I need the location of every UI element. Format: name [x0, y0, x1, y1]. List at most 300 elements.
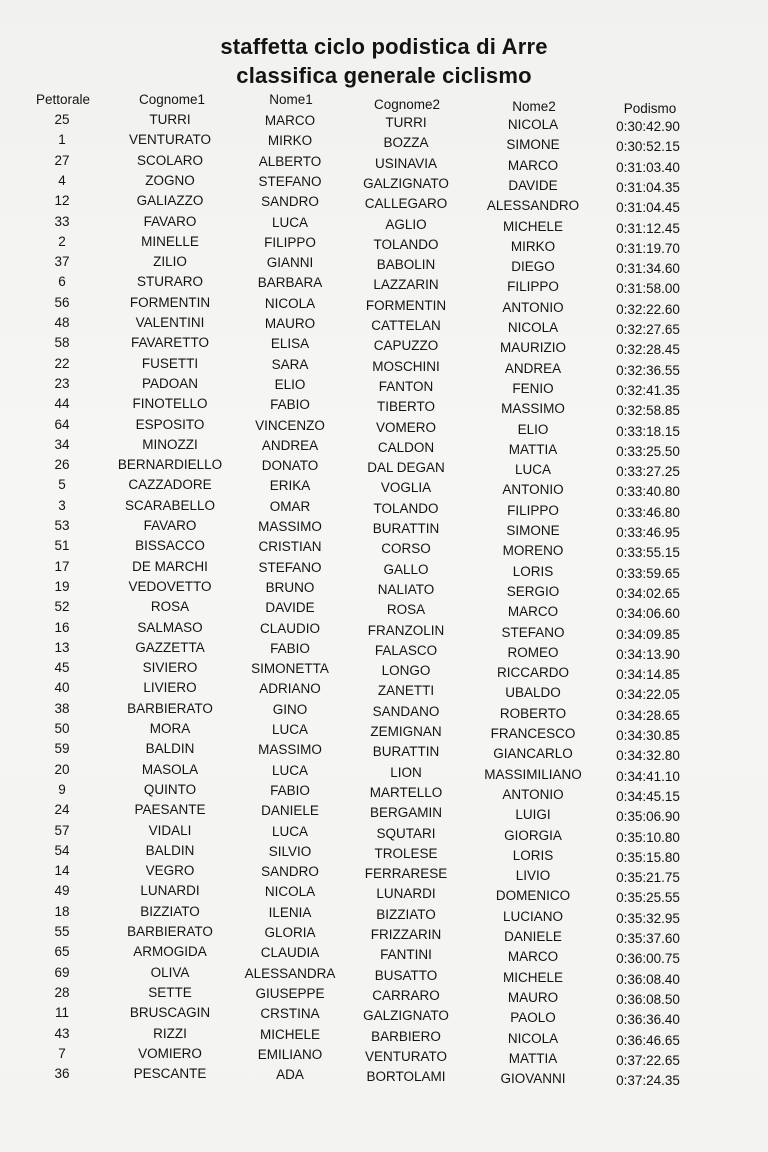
- cell-cognome1: BARBIERATO: [127, 700, 213, 716]
- cell-nome2: FILIPPO: [507, 279, 559, 295]
- cell-nome1: ERIKA: [269, 478, 311, 494]
- cell-cognome1: ROSA: [150, 599, 190, 615]
- table-row: [0, 883, 768, 906]
- cell-nome2: MATTIA: [508, 441, 558, 457]
- cell-cognome2: DAL DEGAN: [367, 460, 445, 476]
- cell-pettorale: 17: [54, 558, 70, 574]
- cell-cognome1: CAZZADORE: [128, 477, 212, 493]
- cell-nome1: MAURO: [264, 316, 316, 331]
- cell-podismo: 0:31:12.45: [616, 220, 680, 236]
- table-row: [0, 620, 768, 640]
- table-row: [0, 214, 768, 234]
- cell-nome2: MASSIMO: [501, 401, 565, 417]
- cell-podismo: 0:32:41.35: [616, 382, 680, 398]
- cell-pettorale: 43: [54, 1025, 70, 1041]
- cell-pettorale: 3: [58, 497, 66, 513]
- header-cognome2: Cognome2: [373, 97, 441, 112]
- cell-pettorale: 22: [54, 355, 70, 371]
- cell-nome2: SIMONE: [506, 523, 560, 538]
- cell-pettorale: 27: [54, 152, 70, 168]
- cell-cognome2: AGLIO: [385, 216, 427, 232]
- cell-cognome2: CALDON: [377, 439, 435, 455]
- cell-cognome2: VOMERO: [375, 419, 437, 435]
- table-row: [0, 518, 768, 538]
- table-row: [0, 538, 768, 561]
- table-row: [0, 924, 768, 944]
- cell-nome1: ELISA: [270, 336, 310, 352]
- cell-cognome2: NALIATO: [377, 581, 435, 597]
- cell-nome1: FILIPPO: [264, 234, 316, 250]
- cell-cognome1: DE MARCHI: [132, 558, 208, 574]
- cell-podismo: 0:32:36.55: [616, 362, 680, 378]
- cell-pettorale: 13: [54, 639, 70, 655]
- table-row: [0, 396, 768, 419]
- cell-pettorale: 7: [58, 1045, 66, 1061]
- cell-nome2: MATTIA: [508, 1050, 558, 1066]
- cell-cognome1: VEDOVETTO: [128, 578, 212, 594]
- cell-nome1: FABIO: [270, 782, 310, 798]
- table-row: [0, 985, 768, 1005]
- cell-cognome1: MINOZZI: [142, 436, 198, 452]
- cell-nome2: FILIPPO: [507, 502, 559, 518]
- cell-nome2: ROBERTO: [499, 705, 567, 721]
- cell-nome2: FRANCESCO: [490, 726, 576, 741]
- table-row: [0, 1066, 768, 1089]
- cell-podismo: 0:33:55.15: [616, 545, 680, 561]
- cell-cognome1: MORA: [149, 721, 191, 736]
- cell-cognome1: BALDIN: [145, 741, 195, 757]
- cell-nome1: SIMONETTA: [251, 661, 329, 677]
- table-row: [0, 944, 768, 967]
- cell-podismo: 0:31:04.45: [616, 200, 680, 216]
- cell-nome1: CRSTINA: [260, 1006, 320, 1022]
- cell-nome2: MARCO: [507, 604, 559, 620]
- cell-cognome2: TIBERTO: [376, 399, 436, 415]
- table-row: [0, 579, 768, 599]
- cell-pettorale: 2: [58, 233, 66, 249]
- cell-podismo: 0:33:27.25: [616, 464, 680, 480]
- cell-pettorale: 33: [54, 213, 70, 229]
- cell-pettorale: 28: [54, 984, 70, 1000]
- cell-cognome1: FORMENTIN: [129, 294, 211, 310]
- cell-cognome2: FALASCO: [374, 642, 438, 658]
- cell-cognome2: GALZIGNATO: [363, 1008, 449, 1024]
- cell-nome2: SIMONE: [506, 137, 560, 153]
- cell-nome1: ALBERTO: [258, 153, 322, 169]
- cell-cognome1: FAVARETTO: [130, 335, 210, 351]
- cell-pettorale: 5: [58, 477, 66, 493]
- document-subtitle: classifica generale ciclismo: [236, 63, 532, 88]
- cell-cognome2: VENTURATO: [364, 1048, 448, 1064]
- cell-cognome1: VALENTINI: [135, 315, 205, 330]
- cell-cognome2: TROLESE: [374, 845, 438, 861]
- cell-podismo: 0:33:18.15: [616, 423, 680, 439]
- cell-nome2: MASSIMILIANO: [484, 766, 582, 782]
- table-row: [0, 721, 768, 741]
- cell-podismo: 0:31:04.35: [616, 179, 680, 195]
- table-row: [0, 335, 768, 358]
- table-row: [0, 965, 768, 985]
- cell-pettorale: 37: [54, 254, 70, 270]
- cell-nome2: LUCA: [514, 462, 552, 478]
- cell-podismo: 0:36:08.50: [616, 991, 680, 1007]
- cell-nome2: GIOVANNI: [500, 1071, 566, 1087]
- cell-podismo: 0:34:13.90: [616, 646, 680, 662]
- cell-podismo: 0:33:46.95: [616, 525, 680, 540]
- cell-podismo: 0:34:09.85: [616, 626, 680, 642]
- document-title: staffetta ciclo podistica di Arre: [220, 34, 548, 59]
- cell-cognome2: FANTON: [378, 378, 434, 394]
- cell-pettorale: 44: [54, 396, 70, 412]
- cell-pettorale: 36: [54, 1066, 70, 1082]
- cell-pettorale: 52: [54, 599, 70, 615]
- cell-nome2: MICHELE: [502, 969, 564, 985]
- cell-cognome1: FINOTELLO: [132, 396, 208, 412]
- cell-cognome1: FAVARO: [143, 213, 197, 229]
- cell-podismo: 0:35:15.80: [616, 849, 680, 865]
- cell-nome1: ADRIANO: [259, 681, 321, 697]
- cell-nome1: MARCO: [264, 113, 316, 128]
- cell-nome2: ANTONIO: [502, 299, 564, 315]
- cell-nome1: SANDRO: [261, 194, 319, 210]
- cell-podismo: 0:34:30.85: [616, 728, 680, 743]
- table-row: [0, 437, 768, 457]
- cell-pettorale: 9: [58, 781, 66, 797]
- cell-cognome2: BURATTIN: [372, 744, 440, 760]
- cell-nome2: LUCIANO: [502, 908, 564, 924]
- table-row: [0, 741, 768, 764]
- cell-podismo: 0:37:24.35: [616, 1073, 680, 1089]
- cell-podismo: 0:36:46.65: [616, 1032, 680, 1048]
- table-row: [0, 559, 768, 579]
- table-row: [0, 802, 768, 825]
- cell-cognome2: BORTOLAMI: [366, 1069, 446, 1085]
- cell-podismo: 0:31:19.70: [616, 240, 680, 256]
- cell-nome1: MASSIMO: [258, 742, 322, 758]
- cell-podismo: 0:37:22.65: [616, 1052, 680, 1068]
- cell-nome2: MARCO: [507, 949, 559, 965]
- cell-pettorale: 14: [54, 863, 70, 879]
- cell-podismo: 0:33:40.80: [616, 484, 680, 500]
- cell-cognome2: TURRI: [385, 115, 427, 130]
- cell-cognome2: SQUTARI: [376, 825, 436, 841]
- cell-nome2: GIORGIA: [504, 827, 562, 843]
- cell-cognome1: SIVIERO: [142, 660, 198, 676]
- cell-cognome1: STURARO: [136, 274, 204, 290]
- cell-cognome2: TOLANDO: [373, 500, 439, 516]
- table-row: [0, 701, 768, 721]
- cell-cognome1: PAESANTE: [134, 802, 206, 818]
- cell-cognome1: VENTURATO: [128, 132, 212, 148]
- cell-pettorale: 48: [54, 315, 70, 330]
- cell-cognome2: GALZIGNATO: [363, 175, 449, 191]
- cell-pettorale: 12: [54, 193, 70, 209]
- cell-nome2: MARCO: [507, 157, 559, 173]
- cell-cognome1: VOMIERO: [138, 1045, 202, 1061]
- table-row: [0, 417, 768, 437]
- cell-nome2: MAURIZIO: [500, 340, 566, 356]
- table-row: [0, 680, 768, 703]
- cell-cognome2: CAPUZZO: [373, 338, 439, 354]
- cell-cognome2: FRIZZARIN: [370, 927, 442, 942]
- cell-nome2: DIEGO: [511, 259, 555, 275]
- cell-nome1: GIUSEPPE: [255, 985, 325, 1001]
- table-row: [0, 295, 768, 315]
- cell-pettorale: 49: [54, 883, 70, 899]
- cell-nome1: MICHELE: [259, 1026, 321, 1042]
- cell-nome2: NICOLA: [507, 117, 559, 132]
- table-row: [0, 599, 768, 622]
- cell-podismo: 0:34:28.65: [616, 707, 680, 723]
- cell-podismo: 0:36:36.40: [616, 1012, 680, 1028]
- cell-pettorale: 51: [54, 538, 70, 554]
- cell-nome1: MASSIMO: [258, 519, 322, 534]
- cell-nome1: CLAUDIA: [260, 945, 320, 961]
- cell-cognome2: CARRARO: [372, 987, 440, 1003]
- cell-pettorale: 40: [54, 680, 70, 696]
- cell-nome1: LUCA: [271, 214, 309, 230]
- cell-cognome1: VIDALI: [148, 822, 192, 838]
- cell-nome2: LORIS: [512, 847, 554, 863]
- cell-podismo: 0:32:58.85: [616, 403, 680, 419]
- cell-nome2: DANIELE: [504, 929, 562, 944]
- cell-nome1: ANDREA: [261, 437, 319, 453]
- cell-nome1: LUCA: [271, 762, 309, 778]
- cell-podismo: 0:32:22.60: [616, 301, 680, 317]
- cell-cognome1: OLIVA: [150, 964, 190, 980]
- cell-cognome2: ZEMIGNAN: [370, 724, 442, 739]
- cell-pettorale: 54: [54, 842, 70, 858]
- cell-nome1: CRISTIAN: [258, 539, 322, 555]
- header-pettorale: Pettorale: [35, 92, 91, 107]
- cell-nome2: ANTONIO: [502, 482, 564, 498]
- table-row: [0, 904, 768, 924]
- table-row: [0, 1046, 768, 1066]
- cell-nome1: STEFANO: [258, 559, 322, 575]
- cell-cognome2: BABOLIN: [376, 257, 436, 273]
- cell-pettorale: 20: [54, 761, 70, 777]
- cell-nome1: ILENIA: [268, 904, 312, 920]
- cell-pettorale: 59: [54, 741, 70, 757]
- header-podismo: Podismo: [623, 101, 677, 116]
- cell-cognome2: LONGO: [381, 663, 431, 679]
- cell-nome2: FENIO: [512, 380, 554, 396]
- cell-podismo: 0:34:45.15: [616, 788, 680, 804]
- cell-podismo: 0:31:03.40: [616, 159, 680, 175]
- cell-pettorale: 1: [58, 132, 66, 148]
- cell-nome2: DAVIDE: [508, 177, 558, 193]
- header-nome1: Nome1: [269, 92, 313, 107]
- cell-nome1: EMILIANO: [257, 1046, 323, 1062]
- cell-nome1: DAVIDE: [265, 600, 315, 616]
- header-cognome1: Cognome1: [138, 92, 206, 107]
- cell-cognome2: MOSCHINI: [372, 358, 440, 374]
- cell-nome1: LUCA: [271, 722, 309, 737]
- cell-podismo: 0:35:37.60: [616, 931, 680, 946]
- cell-nome1: SILVIO: [268, 843, 312, 859]
- cell-cognome2: CORSO: [381, 541, 431, 557]
- cell-nome1: SANDRO: [261, 864, 319, 880]
- cell-nome2: ANDREA: [504, 360, 562, 376]
- cell-cognome2: LION: [390, 764, 422, 780]
- cell-cognome1: ARMOGIDA: [133, 944, 207, 960]
- cell-pettorale: 25: [54, 112, 70, 127]
- cell-podismo: 0:34:22.05: [616, 687, 680, 703]
- cell-pettorale: 58: [54, 335, 70, 351]
- cell-pettorale: 19: [54, 578, 70, 594]
- cell-nome1: SARA: [271, 356, 309, 372]
- cell-podismo: 0:35:21.75: [616, 870, 680, 886]
- cell-nome2: NICOLA: [507, 1030, 559, 1046]
- cell-nome2: PAOLO: [510, 1010, 556, 1026]
- table-row: [0, 1005, 768, 1028]
- cell-cognome2: ZANETTI: [377, 683, 435, 699]
- table-row: [0, 356, 768, 376]
- cell-pettorale: 16: [54, 619, 70, 635]
- cell-podismo: 0:30:42.90: [616, 119, 680, 134]
- cell-cognome1: LUNARDI: [140, 883, 200, 899]
- cell-nome1: GLORIA: [264, 925, 316, 940]
- cell-cognome2: BUSATTO: [374, 967, 438, 983]
- cell-nome2: LORIS: [512, 563, 554, 579]
- cell-nome1: OMAR: [269, 498, 311, 514]
- cell-cognome1: RIZZI: [153, 1025, 187, 1041]
- cell-cognome2: BOZZA: [383, 135, 429, 151]
- cell-podismo: 0:33:25.50: [616, 443, 680, 459]
- cell-cognome1: BERNARDIELLO: [117, 457, 223, 473]
- cell-nome1: NICOLA: [264, 884, 316, 900]
- cell-cognome1: LIVIERO: [143, 680, 197, 696]
- cell-cognome1: SCARABELLO: [124, 497, 216, 513]
- table-row: [0, 315, 768, 335]
- cell-cognome2: FERRARESE: [364, 866, 448, 882]
- cell-pettorale: 18: [54, 903, 70, 919]
- cell-nome2: ANTONIO: [502, 786, 564, 802]
- cell-cognome1: ESPOSITO: [135, 416, 205, 432]
- cell-pettorale: 23: [54, 375, 70, 391]
- cell-pettorale: 64: [54, 416, 70, 432]
- table-row: [0, 640, 768, 660]
- table-row: [0, 274, 768, 297]
- cell-cognome2: SANDANO: [372, 703, 440, 719]
- cell-cognome2: FANTINI: [380, 947, 432, 963]
- cell-podismo: 0:35:06.90: [616, 809, 680, 825]
- cell-cognome2: TOLANDO: [373, 236, 439, 252]
- cell-podismo: 0:32:27.65: [616, 322, 680, 337]
- cell-nome1: GIANNI: [266, 255, 314, 271]
- cell-cognome1: ZILIO: [153, 254, 187, 270]
- cell-cognome1: ZOGNO: [145, 172, 195, 188]
- cell-nome1: VINCENZO: [255, 417, 325, 433]
- table-row: [0, 843, 768, 863]
- cell-podismo: 0:34:32.80: [616, 748, 680, 764]
- cell-cognome1: SETTE: [148, 984, 192, 1000]
- cell-nome1: ELIO: [274, 376, 306, 392]
- table-row: [0, 782, 768, 802]
- table-row: [0, 112, 768, 132]
- cell-nome1: ALESSANDRA: [244, 965, 336, 981]
- cell-nome2: ELIO: [517, 421, 549, 437]
- cell-cognome2: GALLO: [383, 561, 429, 577]
- cell-cognome2: BARBIERO: [371, 1028, 441, 1044]
- cell-nome2: UBALDO: [505, 685, 561, 701]
- cell-cognome1: VEGRO: [145, 863, 195, 879]
- cell-nome2: RICCARDO: [496, 665, 570, 681]
- cell-podismo: 0:32:28.45: [616, 342, 680, 358]
- table-row: [0, 863, 768, 886]
- table-row: [0, 823, 768, 843]
- cell-nome1: CLAUDIO: [259, 620, 321, 636]
- cell-cognome1: SCOLARO: [136, 152, 204, 168]
- cell-nome1: STEFANO: [258, 173, 322, 189]
- cell-nome2: DOMENICO: [495, 888, 571, 904]
- cell-podismo: 0:35:10.80: [616, 829, 680, 845]
- cell-nome2: NICOLA: [507, 320, 559, 335]
- cell-pettorale: 24: [54, 802, 70, 818]
- cell-cognome1: BARBIERATO: [127, 924, 213, 939]
- cell-nome2: MAURO: [507, 989, 559, 1005]
- table-row: [0, 1026, 768, 1046]
- cell-nome2: MIRKO: [510, 238, 556, 254]
- cell-cognome2: BIZZIATO: [376, 906, 436, 922]
- cell-pettorale: 4: [58, 172, 66, 188]
- cell-cognome2: LAZZARIN: [373, 277, 439, 293]
- table-row: [0, 376, 768, 396]
- cell-nome1: NICOLA: [264, 295, 316, 311]
- table-row: [0, 132, 768, 155]
- cell-nome1: DANIELE: [261, 803, 319, 819]
- cell-nome2: LIVIO: [515, 868, 551, 884]
- cell-cognome1: PADOAN: [141, 375, 199, 391]
- cell-pettorale: 53: [54, 518, 70, 533]
- cell-pettorale: 69: [54, 964, 70, 980]
- table-row: [0, 660, 768, 683]
- cell-nome2: STEFANO: [501, 624, 565, 640]
- cell-pettorale: 65: [54, 944, 70, 960]
- cell-nome1: DONATO: [261, 458, 319, 474]
- cell-cognome2: MARTELLO: [369, 784, 443, 800]
- cell-cognome1: PESCANTE: [133, 1066, 207, 1082]
- cell-nome1: LUCA: [271, 823, 309, 839]
- table-row: [0, 457, 768, 480]
- cell-podismo: 0:36:08.40: [616, 971, 680, 987]
- cell-pettorale: 55: [54, 924, 70, 939]
- table-row: [0, 153, 768, 173]
- table-row: [0, 254, 768, 277]
- cell-cognome1: BIZZIATO: [140, 903, 200, 919]
- cell-cognome1: BRUSCAGIN: [129, 1005, 211, 1021]
- cell-pettorale: 11: [54, 1005, 70, 1021]
- cell-podismo: 0:34:41.10: [616, 768, 680, 784]
- cell-nome1: FABIO: [270, 397, 310, 413]
- cell-nome1: FABIO: [270, 640, 310, 656]
- table-row: [0, 193, 768, 216]
- cell-nome1: BRUNO: [265, 579, 315, 595]
- cell-pettorale: 38: [54, 700, 70, 716]
- cell-cognome1: MASOLA: [141, 761, 199, 777]
- cell-pettorale: 6: [58, 274, 66, 290]
- cell-podismo: 0:30:52.15: [616, 139, 680, 155]
- cell-cognome2: CATTELAN: [371, 318, 441, 333]
- cell-pettorale: 45: [54, 660, 70, 676]
- cell-cognome2: FORMENTIN: [365, 297, 447, 313]
- cell-cognome2: USINAVIA: [374, 155, 438, 171]
- cell-pettorale: 26: [54, 457, 70, 473]
- cell-podismo: 0:33:59.65: [616, 565, 680, 581]
- cell-nome2: SERGIO: [506, 583, 560, 599]
- cell-nome1: MIRKO: [267, 133, 313, 149]
- cell-podismo: 0:34:06.60: [616, 606, 680, 622]
